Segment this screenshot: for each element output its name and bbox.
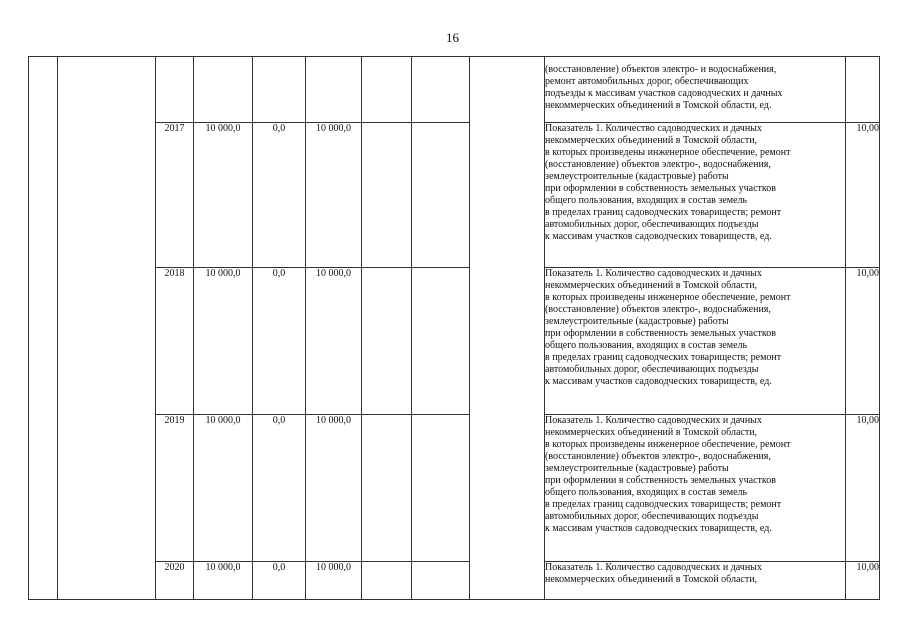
year-cell: 2018 — [156, 268, 194, 415]
cell-year — [156, 57, 194, 123]
federal-cell: 0,0 — [253, 415, 306, 562]
indicator-line: в пределах границ садоводческих товариществ; ремонт — [545, 499, 782, 510]
indicator-line: к массивам участков садоводческих товариществ, ед. — [545, 523, 772, 534]
year-cell: 2020 — [156, 562, 194, 600]
indicator-text — [545, 123, 846, 268]
table-row — [29, 415, 880, 562]
indicator-line: автомобильных дорог, обеспечивающих подъезды — [545, 511, 759, 522]
indicator-line: землеустроительные (кадастровые) работы — [545, 463, 729, 474]
regional-cell: 10 000,0 — [306, 123, 362, 268]
indicator-line: некоммерческих объединений в Томской области, — [545, 574, 758, 585]
indicator-line: общего пользования, входящих в состав земель — [545, 340, 748, 351]
table-row — [29, 268, 880, 415]
cell-other — [412, 57, 470, 123]
indicator-line: при оформлении в собственность земельных участков — [545, 328, 776, 339]
cell-total — [194, 57, 253, 123]
local-cell — [362, 415, 412, 562]
cell-federal — [253, 57, 306, 123]
cell-local — [362, 57, 412, 123]
indicator-line: к массивам участков садоводческих товариществ, ед. — [545, 231, 772, 242]
indicator-value: 10,00 — [846, 123, 880, 268]
total-cell: 10 000,0 — [194, 562, 253, 600]
indicator-line: землеустроительные (кадастровые) работы — [545, 171, 729, 182]
indicator-line: общего пользования, входящих в состав земель — [545, 195, 748, 206]
indicator-line: (восстановление) объектов электро-, водоснабжения, — [545, 304, 771, 315]
indicator-line: автомобильных дорог, обеспечивающих подъезды — [545, 219, 759, 230]
regional-cell: 10 000,0 — [306, 562, 362, 600]
total-cell: 10 000,0 — [194, 123, 253, 268]
indicator-line: при оформлении в собственность земельных участков — [545, 475, 776, 486]
local-cell — [362, 123, 412, 268]
other-cell — [412, 415, 470, 562]
indicator-line: некоммерческих объединений в Томской области, ед. — [545, 100, 772, 111]
indicator-text — [545, 57, 846, 123]
indicator-line: некоммерческих объединений в Томской области, — [545, 280, 758, 291]
indicator-line: некоммерческих объединений в Томской области, — [545, 427, 758, 438]
indicator-line: общего пользования, входящих в состав земель — [545, 487, 748, 498]
indicator-line: в которых произведены инженерное обеспечение, ремонт — [545, 292, 791, 303]
indicator-text — [545, 562, 846, 600]
regional-cell: 10 000,0 — [306, 268, 362, 415]
table-row — [29, 562, 880, 600]
program-table — [28, 56, 880, 600]
table-row-continuation — [29, 57, 880, 123]
regional-cell: 10 000,0 — [306, 415, 362, 562]
indicator-value — [846, 57, 880, 123]
indicator-line: автомобильных дорог, обеспечивающих подъезды — [545, 364, 759, 375]
federal-cell: 0,0 — [253, 268, 306, 415]
total-cell: 10 000,0 — [194, 415, 253, 562]
indicator-value: 10,00 — [846, 415, 880, 562]
indicator-line: (восстановление) объектов электро- и водоснабжения, — [545, 64, 777, 75]
indicator-line: (восстановление) объектов электро-, водоснабжения, — [545, 159, 771, 170]
indicator-text — [545, 268, 846, 415]
cell-number — [29, 57, 58, 600]
federal-cell: 0,0 — [253, 123, 306, 268]
indicator-line: (восстановление) объектов электро-, водоснабжения, — [545, 451, 771, 462]
indicator-line: ремонт автомобильных дорог, обеспечивающих — [545, 76, 749, 87]
indicator-line: подъезды к массивам участков садоводческих и дачных — [545, 88, 783, 99]
indicator-line: в пределах границ садоводческих товариществ; ремонт — [545, 207, 782, 218]
local-cell — [362, 562, 412, 600]
table-row — [29, 123, 880, 268]
total-cell: 10 000,0 — [194, 268, 253, 415]
indicator-value: 10,00 — [846, 562, 880, 600]
indicator-line: Показатель 1. Количество садоводческих и дачных — [545, 415, 762, 426]
indicator-line: при оформлении в собственность земельных участков — [545, 183, 776, 194]
other-cell — [412, 562, 470, 600]
indicator-line: землеустроительные (кадастровые) работы — [545, 316, 729, 327]
indicator-line: к массивам участков садоводческих товариществ, ед. — [545, 376, 772, 387]
indicator-line: в которых произведены инженерное обеспечение, ремонт — [545, 439, 791, 450]
federal-cell: 0,0 — [253, 562, 306, 600]
indicator-line: в которых произведены инженерное обеспечение, ремонт — [545, 147, 791, 158]
local-cell — [362, 268, 412, 415]
indicator-line: Показатель 1. Количество садоводческих и дачных — [545, 268, 762, 279]
indicator-line: в пределах границ садоводческих товариществ; ремонт — [545, 352, 782, 363]
indicator-value: 10,00 — [846, 268, 880, 415]
cell-regional — [306, 57, 362, 123]
other-cell — [412, 268, 470, 415]
other-cell — [412, 123, 470, 268]
year-cell: 2019 — [156, 415, 194, 562]
indicator-line: некоммерческих объединений в Томской области, — [545, 135, 758, 146]
cell-executor — [470, 57, 545, 600]
cell-name — [58, 57, 156, 600]
page-number: 16 — [446, 30, 459, 45]
indicator-line: Показатель 1. Количество садоводческих и дачных — [545, 123, 762, 134]
year-cell: 2017 — [156, 123, 194, 268]
indicator-text — [545, 415, 846, 562]
indicator-line: Показатель 1. Количество садоводческих и дачных — [545, 562, 762, 573]
